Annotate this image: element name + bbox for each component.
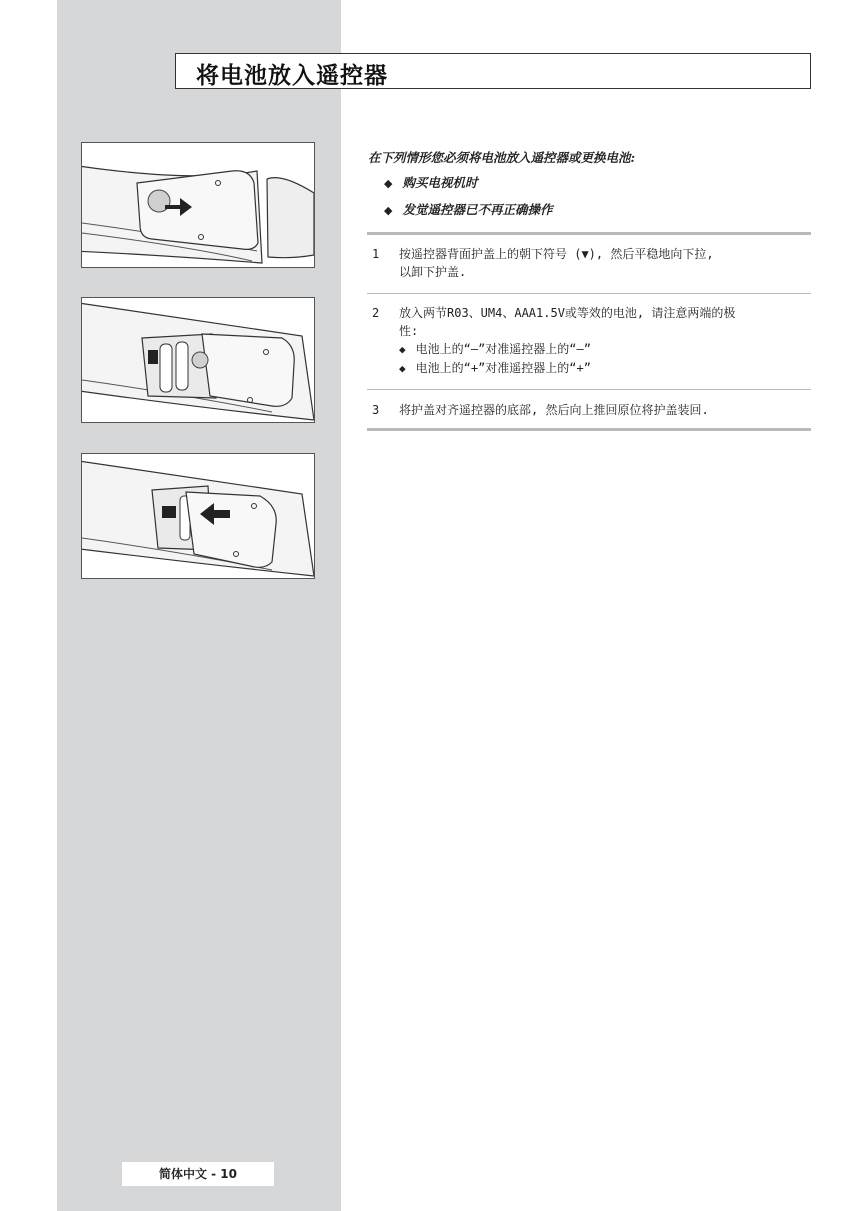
divider <box>367 428 811 431</box>
remote-cover-close-icon <box>81 453 315 579</box>
divider <box>367 293 811 294</box>
step-number: 3 <box>372 403 380 417</box>
remote-battery-insert-icon <box>81 297 315 423</box>
diamond-bullet-icon: ◆ <box>384 204 393 217</box>
divider <box>367 389 811 390</box>
step-text: 按遥控器背面护盖上的朝下符号 (▼), 然后平稳地向下拉, 以卸下护盖. <box>399 247 714 279</box>
list-item: ◆ 电池上的“+”对准遥控器上的“+” <box>399 361 591 375</box>
step-number: 1 <box>372 247 380 261</box>
page-title: 将电池放入遥控器 <box>196 63 388 89</box>
condition-list <box>384 173 552 227</box>
divider <box>367 232 811 235</box>
list-item: ◆ 电池上的“—”对准遥控器上的“—” <box>399 342 591 356</box>
step-number: 2 <box>372 306 380 320</box>
list-item: ◆ 发觉遥控器已不再正确操作 <box>384 202 553 217</box>
list-item: ◆ 购买电视机时 <box>384 175 478 190</box>
intro-text: 在下列情形您必须将电池放入遥控器或更换电池: <box>368 150 636 165</box>
diamond-bullet-icon: ◆ <box>384 177 393 190</box>
page-footer: 简体中文 - 10 <box>122 1162 274 1186</box>
title-box <box>175 53 811 89</box>
remote-cover-push-icon <box>81 142 315 268</box>
step-text: 将护盖对齐遥控器的底部, 然后向上推回原位将护盖装回. <box>399 403 709 417</box>
diamond-bullet-icon: ◆ <box>399 343 406 356</box>
step-text: 放入两节R03、UM4、AAA1.5V或等效的电池, 请注意两端的极 性: ◆ 电池上的“—”对准遥控器上的“—” ◆ 电池上的“+”对准遥控器上的“+” <box>399 304 812 378</box>
diamond-bullet-icon: ◆ <box>399 362 406 375</box>
